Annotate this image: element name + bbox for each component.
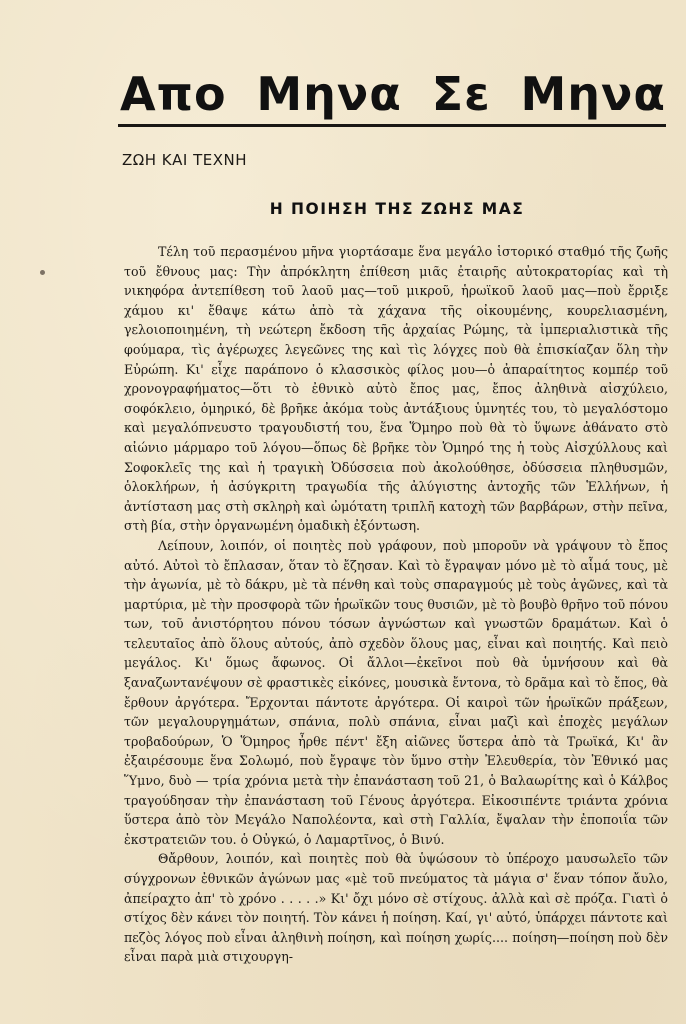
masthead-title [120,64,666,124]
section-label: ΖΩΗ ΚΑΙ ΤΕΧΝΗ [122,151,247,169]
article-title: Η ΠΟΙΗΣΗ ΤΗΣ ΖΩΗΣ ΜΑΣ [269,200,525,218]
masthead-word: Μηνα [520,67,666,121]
article-paragraph: Λείπουν, λοιπόν, οἱ ποιητὲς ποὺ γράφουν, ποὺ μποροῦν νὰ γράψουν τὸ ἔπος αὐτό. Αὐτοὶ τὸ ἔπλασαν, ὅταν τὸ ἔζησαν. Καὶ τὸ ἔγραψαν μόνο μὲ τὸ αἷμά τους, μὲ τὴν ἀγωνία, μὲ τὸ δάκρυ, μὲ τὰ πένθη καὶ τοὺς σπαραγμούς μὲ τοὺς ἀγῶνες, καὶ τὰ μαρτύρια, μὲ τὴν προσφορὰ τῶν ἡρωϊκῶν τους θυσιῶν, μὲ τὸ βουβὸ θρῆνο τοῦ πόνου των, τοῦ ἀνιστόρητου πόνου τόσων ἀγνώστων καὶ γνωστῶν δραμάτων. Καὶ ὁ τελευταῖος ἀπὸ ὅλους αὐτούς, ἀπὸ σχεδὸν ὅλους μας, εἶναι καὶ ποιητής. Καὶ πειὸ μεγάλος. Κι' ὅμως ἄφωνος. Οἱ ἄλλοι—ἐκεῖνοι ποὺ θὰ ὑμνήσουν καὶ θὰ ξαναζωντανέψουν σὲ φραστικὲς εἰκόνες, μουσικὰ ἔντονα, τὸ δρᾶμα καὶ τὸ ἔπος, θὰ ἔρθουν ἀργότερα. Ἔρχονται πάντοτε ἀργότερα. Οἱ καιροὶ τῶν ἡρωϊκῶν πράξεων, τῶν μεγαλουργημάτων, σπάνια, πολὺ σπάνια, εἶναι μαζὶ καὶ ἐποχὲς μεγάλων τροβαδούρων, Ὁ Ὅμηρος ἦρθε πέντ' ἔξη αἰῶνες ὕστερα ἀπὸ τὰ Τρωϊκά, Κι' ἂν ἐξαιρέσουμε ἕνα Σολωμό, ποὺ ἔγραψε τὸν ὕμνο στὴν Ἐλευθερία, τὸν Ἐθνικό μας Ὕμνο, δυὸ — τρία χρόνια μετὰ τὴν ἐπανάσταση τοῦ 21, ὁ Βαλαωρίτης καὶ ὁ Κάλβος τραγούδησαν τὴν ἐπανάσταση τοῦ Γένους ἀργότερα. Εἰκοσιπέντε τριάντα χρόνια ὕστερα ἀπὸ τὸν Μεγάλο Ναπολέοντα, καὶ στὴ Γαλλία, ἔψαλαν τὴν ἐποποιΐα τῶν ἐκστρατειῶν του. ὁ Οὐγκώ, ὁ Λαμαρτῖνος, ὁ Βινύ. [124,537,668,847]
article-body [124,242,668,967]
masthead-word: Απο [120,67,227,121]
masthead-word: Σε [431,67,491,121]
article-paragraph: Τέλη τοῦ περασμένου μῆνα γιορτάσαμε ἕνα μεγάλο ἱστορικό σταθμό τῆς ζωῆς τοῦ ἔθνους μας: Τὴν ἀπρόκλητη ἐπίθεση μιᾶς ἐταιρῆς αὐτοκρατορίας καὶ τὴ νικηφόρα ἀντεπίθεση τοῦ λαοῦ μας—τοῦ μικροῦ, ἡρωϊκοῦ λαοῦ μας—ποὺ ἔρριξε χάμου κι' ἔθαψε κάτω ἀπὸ τὰ χάχανα τῆς οἰκουμένης, κουρελιασμένη, γελοιοποιημένη, τὴ νεώτερη ἔκδοση τῆς ἀρχαίας Ρώμης, τὰ ἰμπεριαλιστικὰ τῆς φούμαρα, τὶς ἀγέρωχες λεγεῶνες της καὶ τὶς λόγχες ποὺ θὰ ἐπισκίαζαν ὅλη τὴν Εὐρώπη. Κι' εἶχε παράπονο ὁ κλασσικὸς φίλος μου—ὁ ἀπαραίτητος κομπέρ τοῦ χρονογραφήματος—ὅτι τὸ ἐθνικὸ αὐτὸ ἔπος μας, ἔπος ἀληθινὰ αἰσχύλειο, σοφόκλειο, ὁμηρικό, δὲ βρῆκε ἀκόμα τοὺς ἀντάξιους ὑμνητές του, τὸ μεγαλόστομο καὶ μεγαλόπνευστο τραγουδιστή του, ἕνα Ὅμηρο ποὺ θὰ τὸ ὕψωνε ἀθάνατο στὸ αἰώνιο μάρμαρο τοῦ λόγου—ὅπως δὲ βρῆκε τὸν Ὁμηρό της ἡ τοὺς Αἰσχύλλους καὶ Σοφοκλεῖς της καὶ ἡ τραγικὴ Ὀδύσσεια ποὺ ἀκολούθησε, ὀδύσσεια πληθυσμῶν, ὁλοκλήρων, ἡ ἀσύγκριτη τραγωδία τῆς ἀλύγιστης ἀντοχῆς τῶν Ἑλλήνων, ἡ ἀντίσταση μας στὴ σκληρὴ καὶ ὠμότατη τριπλῆ κατοχὴ τῶν βαρβάρων, στὴν πεῖνα, στὴ βία, στὴν ὀργανωμένη ὁμαδικὴ ἐξόντωση. [124,244,668,534]
masthead-word: Μηνα [256,67,402,121]
masthead-divider [118,124,666,127]
ink-speck [40,270,45,275]
article-paragraph: Θἄρθουν, λοιπόν, καὶ ποιητὲς ποὺ θὰ ὑψώσουν τὸ ὑπέροχο μαυσωλεῖο τῶν σύγχρονων ἐθνικῶν ἀγώνων μας «μὲ τοῦ πνεύματος τὰ μάγια σ' ἕναν τόπον ἄυλο, ἀπείραχτο ἀπ' τὸ χρόνο . . . . .» Κι' ὄχι μόνο σὲ στίχους. ἀλλὰ καὶ σὲ πρόζα. Γιατὶ ὁ στίχος δὲν κάνει τὸν ποιητή. Τὸν κάνει ἡ ποίηση. Καί, γι' αὐτό, ὑπάρχει πάντοτε καὶ πεζὸς λόγος ποὺ εἶναι ἀληθινὴ ποίηση, καὶ ποίηση χωρίς.... ποίηση—ποίηση ποὺ δὲν εἶναι παρὰ μιὰ στιχουργη- [124,851,668,965]
